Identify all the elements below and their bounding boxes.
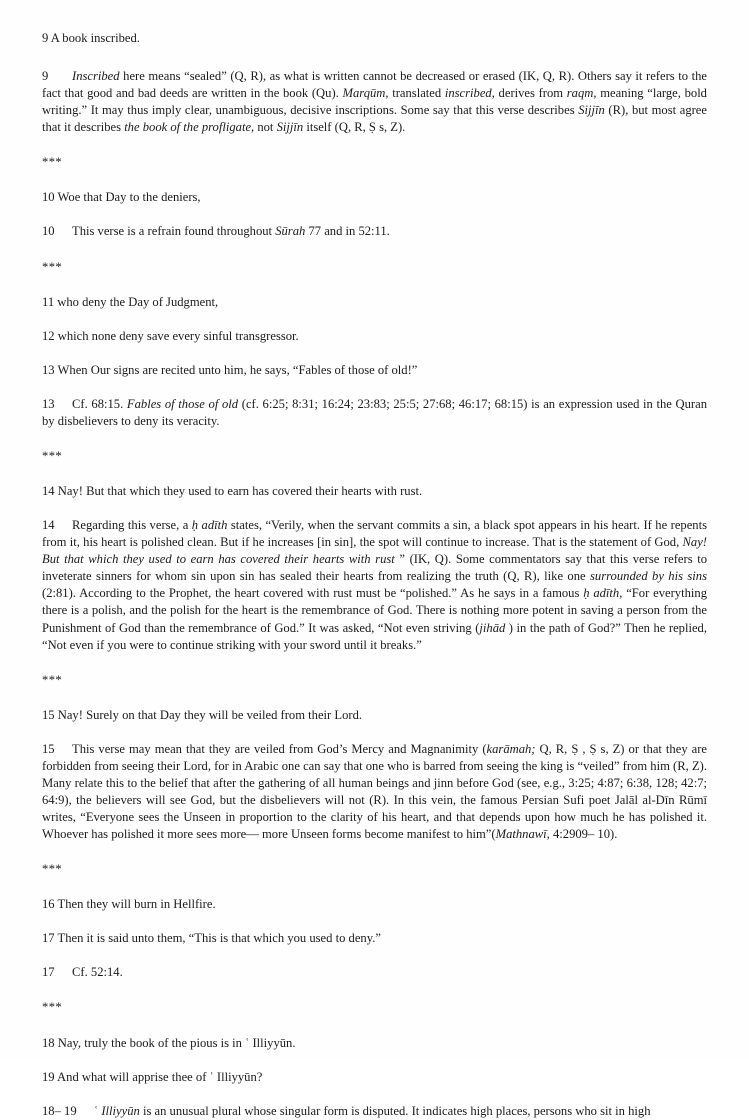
verse-line-15: 15 Nay! Surely on that Day they will be veiled from their Lord.	[42, 707, 363, 722]
commentary-block-17	[42, 964, 707, 981]
italic-term: the book of the profligate,	[124, 120, 255, 135]
italic-term: jihād	[479, 620, 506, 635]
italic-term: inscribed,	[444, 86, 495, 101]
verse-line-10: 10 Woe that Day to the deniers,	[42, 190, 201, 205]
section-separator: ***	[42, 448, 63, 463]
verse-line-11: 11 who deny the Day of Judgment,	[42, 294, 219, 309]
italic-term: Marqūm,	[342, 86, 389, 101]
commentary-number: 13	[42, 396, 55, 411]
text-run: Cf. 68:15.	[72, 396, 127, 411]
verse-line-9: 9 A book inscribed.	[42, 31, 140, 45]
commentary-number: 10	[42, 224, 55, 239]
italic-term: surrounded by his sins	[590, 569, 708, 584]
text-run: not	[254, 120, 277, 135]
verse-line-14: 14 Nay! But that which they used to earn has covered their hearts with rust.	[42, 484, 423, 499]
text-run: Q, R, Ṣ , Ṣ s, Z) or that they are forbidden from seeing their Lord, for in Arabic one can say that one who is barred from seeing the king is “veiled” from him (R, Z). Many relate this to the belief that after the gathering of all human beings and jinn before God (see, e.g., 3:25; 4:87; 6:38, 128; 42:7; 64:9), the believers will see God, but the disbelievers will not (R). In this vein, the famous Persian Sufi poet Jalāl al-Dīn Rūmī writes, “Everyone sees the Unseen in proportion to the clarity of his heart, and that depends upon how much he has polished it. Whoever has polished it more sees more— more Unseen forms become manifest to him”(	[42, 741, 708, 842]
commentary-number: 15	[42, 741, 55, 756]
verse-line-17: 17 Then it is said unto them, “This is that which you used to deny.”	[42, 931, 381, 946]
text-run: ” (IK, Q). Some commentators say that this verse refers to inveterate sinners for whom sin upon sin has sealed their hearts from realizing the truth (Q, R), like one	[42, 552, 707, 584]
text-run: ) in the path of God?” Then he replied, “Not even if you were to continue striking with your sword until it breaks.”	[42, 620, 707, 652]
italic-term: Mathnawī,	[495, 827, 550, 842]
verse-line-19: 19 And what will apprise thee of ʿ Illiyyūn?	[42, 1069, 263, 1084]
text-run: ʿ	[94, 1103, 102, 1118]
commentary-number: 9	[42, 69, 49, 84]
verse-line-18: 18 Nay, truly the book of the pious is in ʿ Illiyyūn.	[42, 1035, 296, 1050]
italic-term: Illiyyūn	[101, 1103, 140, 1118]
text-run: “For everything there is a polish, and the polish for the heart is the remembrance of God. There is nothing more potent in saving a person from the Punishment of God than the remembrance of God.” It was asked, “Not even striving (	[42, 586, 707, 635]
commentary-number: 17	[42, 965, 55, 980]
text-run: meaning “large, bold writing.” It may thus imply clear, unambiguous, decisive inscriptions. Some say that this verse describes	[42, 86, 707, 118]
text-run: Cf. 52:14.	[72, 965, 123, 980]
text-run: 4:2909– 10).	[549, 827, 618, 842]
commentary-block-13	[42, 396, 707, 430]
commentary-block-14	[42, 517, 707, 654]
text-run: translated	[388, 86, 445, 101]
italic-term: Inscribed	[72, 69, 120, 84]
italic-term: ḥ adīth	[191, 518, 228, 533]
commentary-number: 18– 19	[42, 1103, 77, 1118]
text-run: Regarding this verse, a	[72, 518, 192, 533]
text-run: here means “sealed” (Q, R), as what is written cannot be decreased or erased (IK, Q, R). Others say it refers to the fact that good and bad deeds are written in the book (Qu).	[42, 69, 707, 101]
section-separator: ***	[42, 862, 63, 877]
section-separator: ***	[42, 672, 63, 687]
commentary-block-9	[42, 68, 707, 136]
text-run: This verse may mean that they are veiled from God’s Mercy and Magnanimity (	[72, 741, 487, 756]
text-run: states, “Verily, when the servant commits a sin, a black spot appears in his heart. If he repents from it, his heart is polished clean. But if he increases [in sin], the spot will continue to increase. That is the statement of God,	[42, 518, 707, 550]
text-run: (2:81). According to the Prophet, the heart covered with rust must be “polished.” As he says in a famous	[42, 586, 584, 601]
section-separator: ***	[42, 259, 63, 274]
commentary-block-15	[42, 741, 707, 843]
italic-term: Sijjīn	[578, 103, 605, 118]
italic-term: Sūrah	[275, 224, 306, 239]
verse-line-16: 16 Then they will burn in Hellfire.	[42, 897, 216, 912]
text-run: itself (Q, R, Ṣ s, Z).	[303, 120, 406, 135]
verse-line-13: 13 When Our signs are recited unto him, he says, “Fables of those of old!”	[42, 362, 418, 377]
text-run: is an unusual plural whose singular form is disputed. It indicates high places, persons who sit in high	[139, 1103, 651, 1118]
italic-term: Nay! But that which they used to earn has covered their hearts with rust	[42, 535, 707, 567]
document-body	[42, 30, 707, 1120]
italic-term: Sijjīn	[276, 120, 304, 135]
text-run: 77 and in 52:11.	[305, 224, 390, 239]
text-run: derives from	[494, 86, 567, 101]
commentary-block-10	[42, 223, 707, 240]
section-separator: ***	[42, 155, 63, 170]
text-run: This verse is a refrain found throughout	[72, 224, 276, 239]
commentary-number: 14	[42, 518, 55, 533]
commentary-block-18-19	[42, 1103, 707, 1120]
italic-term: ḥ adīth,	[583, 586, 623, 601]
verse-line-12: 12 which none deny save every sinful transgressor.	[42, 328, 299, 343]
italic-term: Fables of those of old	[126, 396, 239, 411]
italic-term: karāmah;	[486, 741, 536, 756]
text-run: (R), but most agree that it describes	[42, 103, 707, 135]
section-separator: ***	[42, 1000, 63, 1015]
text-run: (cf. 6:25; 8:31; 16:24; 23:83; 25:5; 27:68; 46:17; 68:15) is an expression used in the Quran by disbelievers to deny its veracity.	[42, 396, 707, 428]
italic-term: raqm,	[566, 86, 597, 101]
